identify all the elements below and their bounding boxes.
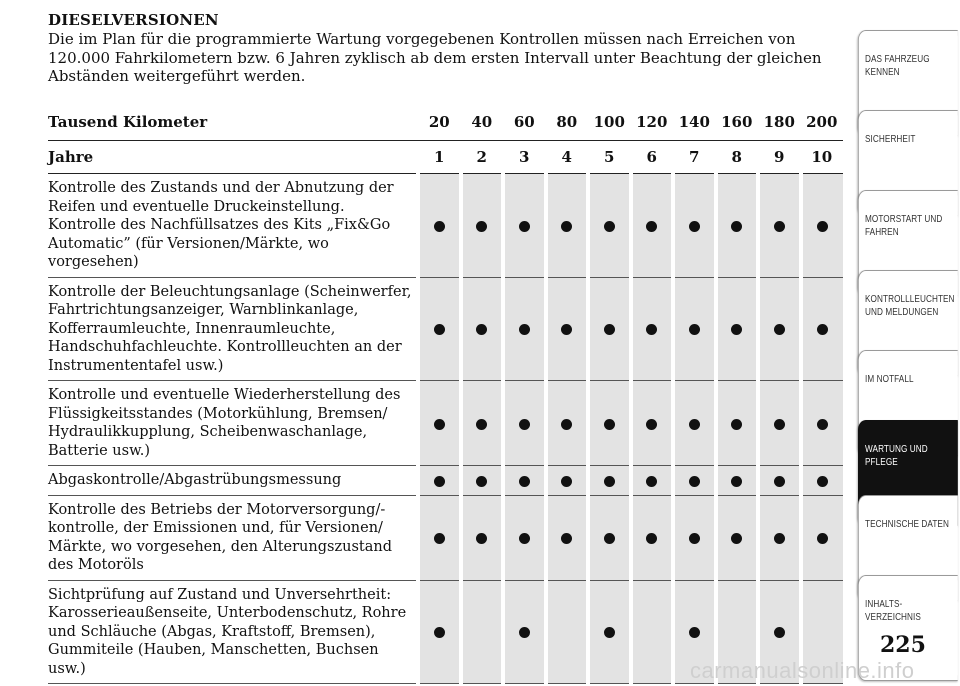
- schedule-cell: [631, 580, 674, 684]
- schedule-cell: [801, 381, 844, 466]
- check-dot-icon: [476, 533, 487, 544]
- schedule-cell: [588, 381, 631, 466]
- check-dot-icon: [774, 627, 785, 638]
- check-dot-icon: [476, 221, 487, 232]
- schedule-cell: [503, 495, 546, 580]
- schedule-cell: [418, 580, 461, 684]
- check-dot-icon: [646, 221, 657, 232]
- check-dot-icon: [817, 476, 828, 487]
- check-dot-icon: [604, 627, 615, 638]
- check-dot-icon: [434, 221, 445, 232]
- check-dot-icon: [434, 324, 445, 335]
- year-value: 8: [731, 148, 742, 166]
- schedule-cell: [418, 277, 461, 381]
- schedule-cell: [461, 466, 504, 496]
- schedule-cell: [758, 495, 801, 580]
- check-dot-icon: [774, 324, 785, 335]
- check-dot-icon: [434, 533, 445, 544]
- year-value: 1: [434, 148, 445, 166]
- schedule-cell: [418, 495, 461, 580]
- km-value: 180: [763, 112, 795, 131]
- schedule-cell: [631, 277, 674, 381]
- schedule-cell: [461, 580, 504, 684]
- chapter-tab-label: TECHNISCHE DATEN: [865, 518, 949, 530]
- schedule-item-label: Kontrolle des Zustands und der Abnutzung der Reifen und eventuelle Druckeinstellung. Kontrolle des Nachfüllsatzes des Kits „Fix&Go Automatic” (für Versionen/Märkte, wo vorgesehen): [48, 180, 394, 270]
- schedule-cell: [716, 174, 759, 278]
- maintenance-schedule-table: [48, 103, 843, 684]
- schedule-cell: [418, 466, 461, 496]
- check-dot-icon: [561, 533, 572, 544]
- km-value: 60: [513, 112, 535, 131]
- schedule-cell: [588, 580, 631, 684]
- check-dot-icon: [731, 533, 742, 544]
- schedule-cell: [546, 466, 589, 496]
- check-dot-icon: [519, 627, 530, 638]
- schedule-cell: [461, 381, 504, 466]
- schedule-cell: [588, 495, 631, 580]
- check-dot-icon: [731, 324, 742, 335]
- schedule-cell: [673, 495, 716, 580]
- year-value: 2: [476, 148, 487, 166]
- schedule-cell: [546, 381, 589, 466]
- schedule-cell: [503, 580, 546, 684]
- schedule-cell: [758, 381, 801, 466]
- chapter-tab-label: INHALTS- VERZEICHNIS: [865, 598, 921, 623]
- check-dot-icon: [646, 324, 657, 335]
- check-dot-icon: [604, 476, 615, 487]
- check-dot-icon: [689, 419, 700, 430]
- check-dot-icon: [817, 324, 828, 335]
- schedule-cell: [546, 174, 589, 278]
- km-value: 160: [721, 112, 753, 131]
- schedule-item-label: Kontrolle der Beleuchtungsanlage (Scheinwerfer, Fahrtrichtungsanzeiger, Warnblinkanlage, Kofferraumleuchte, Innenraumleuchte, Handschuhfachleuchte. Kontrollleuchten an der Instrumententafel usw.): [48, 283, 412, 374]
- chapter-tab-label: MOTORSTART UND FAHREN: [865, 213, 943, 238]
- schedule-cell: [673, 466, 716, 496]
- schedule-cell: [588, 466, 631, 496]
- schedule-row: [48, 277, 843, 381]
- year-value: 5: [604, 148, 615, 166]
- schedule-cell: [631, 381, 674, 466]
- schedule-cell: [461, 174, 504, 278]
- schedule-cell: [631, 466, 674, 496]
- check-dot-icon: [561, 476, 572, 487]
- chapter-tab-label: IM NOTFALL: [865, 373, 914, 385]
- chapter-tab-label: SICHERHEIT: [865, 133, 916, 145]
- schedule-cell: [758, 277, 801, 381]
- check-dot-icon: [519, 221, 530, 232]
- years-label: Jahre: [48, 148, 94, 166]
- section-heading: DIESELVERSIONEN: [48, 11, 219, 29]
- check-dot-icon: [689, 627, 700, 638]
- schedule-item-label: Kontrolle des Betriebs der Motorversorgung/- kontrolle, der Emissionen und, für Versionen/ Märkte, wo vorgesehen, den Alterungszustand des Motoröls: [48, 501, 392, 573]
- check-dot-icon: [434, 476, 445, 487]
- schedule-cell: [673, 174, 716, 278]
- km-value: 80: [556, 112, 578, 131]
- schedule-row: [48, 381, 843, 466]
- schedule-cell: [418, 381, 461, 466]
- year-value: 9: [774, 148, 785, 166]
- page-number: 225: [880, 632, 926, 658]
- schedule-row: [48, 466, 843, 496]
- check-dot-icon: [519, 533, 530, 544]
- check-dot-icon: [646, 476, 657, 487]
- check-dot-icon: [646, 419, 657, 430]
- schedule-cell: [631, 174, 674, 278]
- chapter-tab-label: KONTROLLLEUCHTEN UND MELDUNGEN: [865, 293, 955, 318]
- schedule-cell: [673, 277, 716, 381]
- schedule-cell: [801, 174, 844, 278]
- schedule-cell: [673, 381, 716, 466]
- schedule-item-label: Sichtprüfung auf Zustand und Unversehrtheit: Karosserieaußenseite, Unterbodenschutz, Rohre und Schläuche (Abgas, Kraftstoff, Bremsen), Gummiteile (Hauben, Manschetten, Buchsen usw.): [48, 586, 407, 677]
- km-value: 140: [678, 112, 710, 131]
- year-value: 7: [689, 148, 700, 166]
- check-dot-icon: [774, 533, 785, 544]
- km-value: 200: [806, 112, 838, 131]
- check-dot-icon: [476, 476, 487, 487]
- check-dot-icon: [561, 419, 572, 430]
- check-dot-icon: [689, 533, 700, 544]
- schedule-cell: [546, 580, 589, 684]
- schedule-cell: [716, 466, 759, 496]
- schedule-cell: [503, 466, 546, 496]
- schedule-cell: [801, 495, 844, 580]
- km-value: 100: [593, 112, 625, 131]
- years-header-row: [48, 141, 843, 174]
- check-dot-icon: [561, 221, 572, 232]
- check-dot-icon: [604, 533, 615, 544]
- kilometer-label: Tausend Kilometer: [48, 112, 208, 131]
- schedule-cell: [758, 466, 801, 496]
- check-dot-icon: [774, 221, 785, 232]
- chapter-tab-label: DAS FAHRZEUG KENNEN: [865, 53, 930, 78]
- schedule-cell: [588, 277, 631, 381]
- schedule-cell: [503, 277, 546, 381]
- check-dot-icon: [774, 419, 785, 430]
- schedule-cell: [461, 495, 504, 580]
- check-dot-icon: [731, 476, 742, 487]
- check-dot-icon: [689, 221, 700, 232]
- check-dot-icon: [519, 476, 530, 487]
- schedule-row: [48, 174, 843, 278]
- check-dot-icon: [774, 476, 785, 487]
- check-dot-icon: [731, 221, 742, 232]
- schedule-cell: [503, 174, 546, 278]
- schedule-cell: [716, 495, 759, 580]
- check-dot-icon: [561, 324, 572, 335]
- check-dot-icon: [604, 419, 615, 430]
- schedule-item-label: Kontrolle und eventuelle Wiederherstellung des Flüssigkeitsstandes (Motorkühlung, Bremsen/ Hydraulikkupplung, Scheibenwaschanlage, Batterie usw.): [48, 387, 401, 459]
- check-dot-icon: [476, 419, 487, 430]
- check-dot-icon: [519, 419, 530, 430]
- check-dot-icon: [476, 324, 487, 335]
- schedule-cell: [801, 466, 844, 496]
- check-dot-icon: [817, 533, 828, 544]
- schedule-cell: [546, 277, 589, 381]
- schedule-cell: [758, 174, 801, 278]
- check-dot-icon: [731, 419, 742, 430]
- check-dot-icon: [434, 627, 445, 638]
- schedule-cell: [546, 495, 589, 580]
- watermark: carmanualsonline.info: [690, 658, 915, 683]
- schedule-row: [48, 495, 843, 580]
- intro-paragraph: Die im Plan für die programmierte Wartung vorgegebenen Kontrollen müssen nach Erreichen von 120.000 Fahrkilometern bzw. 6 Jahren zyklisch ab dem ersten Intervall unter Beachtung der gleichen Abständen weitergeführt werden.: [48, 30, 822, 85]
- check-dot-icon: [817, 419, 828, 430]
- check-dot-icon: [604, 221, 615, 232]
- year-value: 4: [561, 148, 572, 166]
- km-value: 20: [428, 112, 450, 131]
- year-value: 3: [519, 148, 530, 166]
- check-dot-icon: [689, 324, 700, 335]
- schedule-cell: [716, 277, 759, 381]
- schedule-cell: [418, 174, 461, 278]
- schedule-cell: [801, 277, 844, 381]
- kilometer-header-row: [48, 103, 843, 141]
- year-value: 6: [646, 148, 657, 166]
- check-dot-icon: [689, 476, 700, 487]
- schedule-cell: [461, 277, 504, 381]
- schedule-cell: [716, 381, 759, 466]
- check-dot-icon: [519, 324, 530, 335]
- check-dot-icon: [604, 324, 615, 335]
- schedule-cell: [631, 495, 674, 580]
- check-dot-icon: [434, 419, 445, 430]
- check-dot-icon: [646, 533, 657, 544]
- schedule-cell: [588, 174, 631, 278]
- chapter-tab-label: WARTUNG UND PFLEGE: [865, 443, 928, 468]
- schedule-item-label: Abgaskontrolle/Abgastrübungsmessung: [48, 472, 342, 488]
- km-value: 120: [636, 112, 668, 131]
- schedule-cell: [503, 381, 546, 466]
- km-value: 40: [471, 112, 493, 131]
- check-dot-icon: [817, 221, 828, 232]
- year-value: 10: [811, 148, 833, 166]
